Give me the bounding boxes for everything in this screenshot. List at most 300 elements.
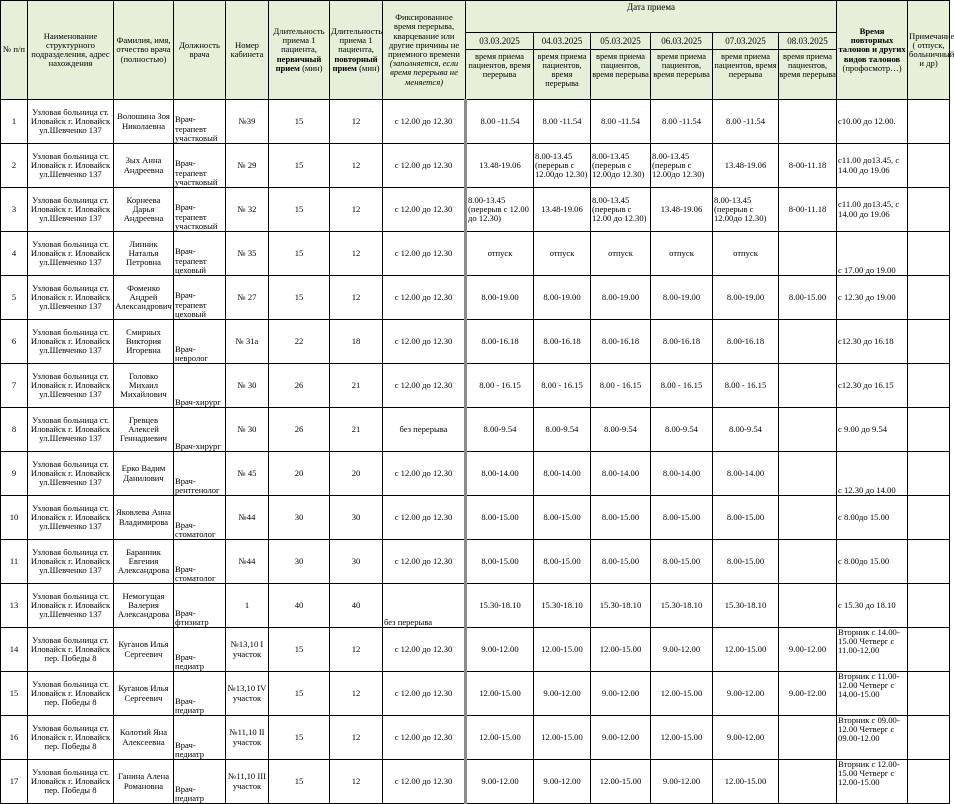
row-repeat-time: с 17.00 до 19.00: [837, 232, 908, 276]
row-position: Врач-хирург: [174, 408, 226, 452]
row-unit: Узловая больница ст. Иловайск г. Иловайск ул.Шевченко 137: [28, 276, 114, 320]
row-num: 7: [1, 364, 28, 408]
row-cabinet: №11,10 II участок: [226, 716, 269, 760]
row-repeat: 40: [330, 584, 383, 628]
row-repeat-time: с11.00 до13.45, с 14.00 до 19.06: [837, 144, 908, 188]
row-fio: Смирных Виктория Игоревна: [114, 320, 174, 364]
row-date-5: [779, 408, 837, 452]
row-repeat: 20: [330, 452, 383, 496]
table-row: [1, 584, 950, 628]
row-position: Врач-невролог: [174, 320, 226, 364]
row-date-4: 8.00-19.00: [713, 276, 779, 320]
row-date-4: 8.00-15.00: [713, 540, 779, 584]
row-repeat-time: с 15.30 до 18.10: [837, 584, 908, 628]
row-date-1: 15.30-18.10: [534, 584, 591, 628]
table-row: [1, 452, 950, 496]
row-date-2: 8.00-13.45 (перерыв с 12.00до 12.30): [591, 144, 651, 188]
row-num: 6: [1, 320, 28, 364]
row-num: 11: [1, 540, 28, 584]
row-num: 1: [1, 100, 28, 144]
table-row: [1, 144, 950, 188]
row-break: с 12.00 до 12.30: [383, 716, 466, 760]
row-cabinet: № 32: [226, 188, 269, 232]
row-note: [908, 188, 950, 232]
row-date-5: [779, 452, 837, 496]
row-primary: 22: [269, 320, 330, 364]
row-date-4: 13.48-19.06: [713, 144, 779, 188]
row-date-0: 8.00-9.54: [466, 408, 534, 452]
header-fio: Фамилия, имя, отчество врача (полностью): [114, 1, 174, 100]
row-position: Врач-терапевт участковый: [174, 100, 226, 144]
row-fio: Ерко Вадим Данилович: [114, 452, 174, 496]
row-date-2: 15.30-18.10: [591, 584, 651, 628]
row-position: Врач-стоматолог: [174, 540, 226, 584]
row-fio: Зых Анна Андреевна: [114, 144, 174, 188]
row-primary: 15: [269, 760, 330, 804]
date-label: 05.03.2025: [591, 33, 650, 50]
row-repeat: 18: [330, 320, 383, 364]
row-date-2: 8.00 - 16.15: [591, 364, 651, 408]
table-row: [1, 408, 950, 452]
row-repeat-time: с11.00 до13.45, с 14.00 до 19.06: [837, 188, 908, 232]
row-position: Врач-педиатр: [174, 760, 226, 804]
row-repeat: 21: [330, 364, 383, 408]
header-repeat-duration: [330, 1, 383, 100]
date-subheader: время приема пациентов, время перерыва: [779, 52, 836, 79]
date-label: 04.03.2025: [534, 33, 590, 50]
row-date-3: 8.00-15.00: [651, 496, 713, 540]
row-break: с 12.00 до 12.30: [383, 100, 466, 144]
row-date-1: 9.00-12.00: [534, 672, 591, 716]
row-date-3: 8.00-13.45 (перерыв с 12.00до 12.30): [651, 144, 713, 188]
header-num: № п/п: [1, 1, 28, 100]
row-date-3: 9.00-12.00: [651, 628, 713, 672]
row-date-5: [779, 496, 837, 540]
row-date-0: 9.00-12.00: [466, 760, 534, 804]
row-repeat: 12: [330, 672, 383, 716]
row-date-4: 9.00-12.00: [713, 716, 779, 760]
row-date-0: 8.00 - 16.15: [466, 364, 534, 408]
row-date-5: 9.00-12.00: [779, 628, 837, 672]
row-unit: Узловая больница ст. Иловайск г. Иловайск пер. Победы 8: [28, 628, 114, 672]
row-num: 14: [1, 628, 28, 672]
row-primary: 15: [269, 672, 330, 716]
row-cabinet: №13,10 IV участок: [226, 672, 269, 716]
row-date-3: 8.00 - 16.15: [651, 364, 713, 408]
row-note: [908, 452, 950, 496]
row-date-4: 8.00-13.45 (перерыв с 12.00до 12.30): [713, 188, 779, 232]
row-primary: 30: [269, 540, 330, 584]
header-dates-group: Дата приема: [466, 1, 837, 33]
row-date-3: 8.00-14.00: [651, 452, 713, 496]
row-note: [908, 144, 950, 188]
row-date-4: 8.00 - 16.15: [713, 364, 779, 408]
row-cabinet: №11,10 III участок: [226, 760, 269, 804]
row-num: 5: [1, 276, 28, 320]
row-date-4: 12.00-15.00: [713, 628, 779, 672]
row-date-0: отпуск: [466, 232, 534, 276]
row-num: 8: [1, 408, 28, 452]
row-repeat: 12: [330, 100, 383, 144]
row-date-5: 8.00-15.00: [779, 276, 837, 320]
row-date-2: 8.00-16.18: [591, 320, 651, 364]
row-num: 2: [1, 144, 28, 188]
row-date-4: 8.00-9.54: [713, 408, 779, 452]
row-date-2: 8.00-14.00: [591, 452, 651, 496]
row-cabinet: №44: [226, 540, 269, 584]
row-date-3: 8.00-9.54: [651, 408, 713, 452]
row-date-5: 9.00-12.00: [779, 672, 837, 716]
row-date-4: 8.00-16.18: [713, 320, 779, 364]
row-repeat: 12: [330, 276, 383, 320]
row-break: без перерыва: [383, 584, 466, 628]
row-date-2: 8.00-15.00: [591, 540, 651, 584]
row-unit: Узловая больница ст. Иловайск г. Иловайск ул.Шевченко 137: [28, 188, 114, 232]
row-fio: Куганов Илья Сергеевич: [114, 628, 174, 672]
table-row: [1, 496, 950, 540]
row-primary: 15: [269, 276, 330, 320]
header-row-1: [1, 1, 950, 33]
row-date-2: 8.00 -11.54: [591, 100, 651, 144]
row-date-2: 9.00-12.00: [591, 716, 651, 760]
row-unit: Узловая больница ст. Иловайск г. Иловайск ул.Шевченко 137: [28, 408, 114, 452]
row-date-5: 8-00-11.18: [779, 144, 837, 188]
row-date-3: 8.00-19.00: [651, 276, 713, 320]
row-break: с 12.00 до 12.30: [383, 320, 466, 364]
row-primary: 15: [269, 144, 330, 188]
row-repeat: 12: [330, 144, 383, 188]
row-repeat: 30: [330, 540, 383, 584]
row-date-1: 12.00-15.00: [534, 628, 591, 672]
row-unit: Узловая больница ст. Иловайск г. Иловайск ул.Шевченко 137: [28, 452, 114, 496]
header-repeat-time-note: (профосмотр…): [842, 62, 902, 73]
table-row: [1, 232, 950, 276]
header-cabinet: Номер кабинета: [226, 1, 269, 100]
row-date-4: отпуск: [713, 232, 779, 276]
table-row: [1, 364, 950, 408]
row-date-1: 9.00-12.00: [534, 760, 591, 804]
row-break: с 12.00 до 12.30: [383, 672, 466, 716]
row-num: 13: [1, 584, 28, 628]
table-row: [1, 760, 950, 804]
row-fio: Яковлева Анна Владимирова: [114, 496, 174, 540]
row-date-4: 8.00-14.00: [713, 452, 779, 496]
row-position: Врач-терапевт цеховый: [174, 276, 226, 320]
row-fio: Фоменко Андрей Александрович: [114, 276, 174, 320]
row-note: [908, 584, 950, 628]
row-date-0: 12.00-15.00: [466, 716, 534, 760]
row-cabinet: № 30: [226, 364, 269, 408]
row-repeat-time: Вторник с 09.00-12.00 Четверг с 09.00-12.00: [837, 716, 908, 760]
header-primary-duration: [269, 1, 330, 100]
row-date-4: 9.00-12.00: [713, 672, 779, 716]
header-date-4: [713, 33, 779, 100]
header-repeat-time: [837, 1, 908, 100]
row-date-1: 8.00-15.00: [534, 496, 591, 540]
row-unit: Узловая больница ст. Иловайск г. Иловайск ул.Шевченко 137: [28, 540, 114, 584]
row-date-1: отпуск: [534, 232, 591, 276]
row-unit: Узловая больница ст. Иловайск г. Иловайск ул.Шевченко 137: [28, 100, 114, 144]
row-date-0: 8.00-15.00: [466, 496, 534, 540]
header-date-5: [779, 33, 837, 100]
row-date-3: 8.00-15.00: [651, 540, 713, 584]
row-note: [908, 628, 950, 672]
row-date-5: [779, 716, 837, 760]
row-date-3: 15.30-18.10: [651, 584, 713, 628]
row-unit: Узловая больница ст. Иловайск г. Иловайск ул.Шевченко 137: [28, 584, 114, 628]
header-date-1: [534, 33, 591, 100]
row-date-5: [779, 100, 837, 144]
row-break: с 12.00 до 12.30: [383, 144, 466, 188]
row-date-2: 12.00-15.00: [591, 760, 651, 804]
date-subheader: время приема пациентов, время перерыва: [714, 52, 777, 79]
date-label: 08.03.2025: [779, 33, 836, 50]
date-subheader: время приема пациентов, время перерыва: [592, 52, 649, 79]
header-repeat-time-bold: Время повторных талонов и других видов талонов: [838, 26, 906, 64]
row-date-0: 8.00-16.18: [466, 320, 534, 364]
row-note: [908, 716, 950, 760]
row-date-3: 13.48-19.06: [651, 188, 713, 232]
row-fio: Ганина Алена Романовна: [114, 760, 174, 804]
row-cabinet: № 27: [226, 276, 269, 320]
row-date-5: [779, 540, 837, 584]
row-date-5: [779, 584, 837, 628]
row-repeat-time: Вторник с 14.00-15.00 Четверг с 11.00-12.00: [837, 628, 908, 672]
row-repeat: 12: [330, 760, 383, 804]
header-repeat-bold: повторный прием: [332, 53, 378, 73]
row-date-1: 8.00-16.18: [534, 320, 591, 364]
row-date-0: 15.30-18.10: [466, 584, 534, 628]
header-break-note: (заполняется, если время перерыва не меняется): [389, 58, 459, 87]
row-position: Врач-терапевт участковый: [174, 188, 226, 232]
row-date-5: [779, 760, 837, 804]
row-unit: Узловая больница ст. Иловайск г. Иловайск пер. Победы 8: [28, 716, 114, 760]
row-unit: Узловая больница ст. Иловайск г. Иловайск ул.Шевченко 137: [28, 232, 114, 276]
header-date-0: [466, 33, 534, 100]
row-cabinet: № 35: [226, 232, 269, 276]
row-position: Врач-педиатр: [174, 672, 226, 716]
row-date-3: 8.00 -11.54: [651, 100, 713, 144]
row-repeat-time: с 8.00до 15.00: [837, 540, 908, 584]
row-cabinet: № 29: [226, 144, 269, 188]
row-repeat-time: Вторник с 11.00-12.00 Четверг с 14.00-15.00: [837, 672, 908, 716]
row-date-4: 8.00 -11.54: [713, 100, 779, 144]
row-num: 4: [1, 232, 28, 276]
table-row: [1, 628, 950, 672]
row-date-1: 13.48-19.06: [534, 188, 591, 232]
row-repeat: 12: [330, 188, 383, 232]
row-date-0: 8.00-13.45 (перерыв с 12.00 до 12.30): [466, 188, 534, 232]
row-num: 15: [1, 672, 28, 716]
row-date-4: 15.30-18.10: [713, 584, 779, 628]
row-date-2: 9.00-12.00: [591, 672, 651, 716]
row-note: [908, 496, 950, 540]
row-fio: Колотий Яна Алексеевна: [114, 716, 174, 760]
table-row: [1, 100, 950, 144]
header-unit: Наименование структурного подразделения, адрес нахождения: [28, 1, 114, 100]
row-unit: Узловая больница ст. Иловайск г. Иловайск пер. Победы 8: [28, 760, 114, 804]
row-note: [908, 540, 950, 584]
row-fio: Гревцев Алексей Геннадиевич: [114, 408, 174, 452]
header-repeat-pre: Длительность приема 1 пациента,: [331, 26, 383, 55]
row-date-0: 8.00-14.00: [466, 452, 534, 496]
row-position: Врач-фтизиатр: [174, 584, 226, 628]
row-fio: Волошина Зоя Николаевна: [114, 100, 174, 144]
row-date-1: 8.00-13.45 (перерыв с 12.00до 12.30): [534, 144, 591, 188]
row-position: Врач-терапевт цеховый: [174, 232, 226, 276]
row-cabinet: №13,10 I участок: [226, 628, 269, 672]
row-repeat-time: с 12.30 до 14.00: [837, 452, 908, 496]
row-date-4: 12.00-15.00: [713, 760, 779, 804]
row-cabinet: № 45: [226, 452, 269, 496]
row-date-2: 8.00-9.54: [591, 408, 651, 452]
row-note: [908, 408, 950, 452]
header-notes: Примечание ( отпуск, больничный и др): [908, 1, 950, 100]
header-break: [383, 1, 466, 100]
row-cabinet: №44: [226, 496, 269, 540]
row-unit: Узловая больница ст. Иловайск г. Иловайск ул.Шевченко 137: [28, 496, 114, 540]
row-fio: Головко Михаил Михайлович: [114, 364, 174, 408]
row-position: Врач-терапевт участковый: [174, 144, 226, 188]
row-note: [908, 276, 950, 320]
row-date-0: 12.00-15.00: [466, 672, 534, 716]
row-cabinet: 1: [226, 584, 269, 628]
row-date-2: 8.00-13.45 (перерыв с 12.00 до 12.30): [591, 188, 651, 232]
row-break: с 12.00 до 12.30: [383, 452, 466, 496]
row-break: без перерыва: [383, 408, 466, 452]
row-date-3: 9.00-12.00: [651, 760, 713, 804]
row-unit: Узловая больница ст. Иловайск г. Иловайск ул.Шевченко 137: [28, 320, 114, 364]
row-num: 3: [1, 188, 28, 232]
row-primary: 15: [269, 232, 330, 276]
row-position: Врач-рентгенолог: [174, 452, 226, 496]
date-subheader: время приема пациентов, время перерыва: [468, 52, 531, 79]
table-row: [1, 276, 950, 320]
row-date-3: 12.00-15.00: [651, 716, 713, 760]
row-position: Врач-педиатр: [174, 716, 226, 760]
row-date-2: 8.00-19.00: [591, 276, 651, 320]
row-date-0: 8.00-19.00: [466, 276, 534, 320]
table-row: [1, 716, 950, 760]
date-label: 06.03.2025: [651, 33, 712, 50]
row-primary: 26: [269, 408, 330, 452]
date-subheader: время приема пациентов, время перерыва: [537, 52, 587, 88]
row-date-0: 8.00-15.00: [466, 540, 534, 584]
table-row: [1, 672, 950, 716]
row-primary: 26: [269, 364, 330, 408]
row-repeat: 12: [330, 628, 383, 672]
row-repeat: 12: [330, 716, 383, 760]
row-primary: 40: [269, 584, 330, 628]
row-num: 17: [1, 760, 28, 804]
row-num: 16: [1, 716, 28, 760]
row-break: с 12.00 до 12.30: [383, 628, 466, 672]
row-repeat-time: с 9.00 до 9.54: [837, 408, 908, 452]
table-row: [1, 540, 950, 584]
row-position: Врач-стоматолог: [174, 496, 226, 540]
row-date-1: 8.00-14.00: [534, 452, 591, 496]
row-break: с 12.00 до 12.30: [383, 540, 466, 584]
table-row: [1, 188, 950, 232]
row-cabinet: № 31а: [226, 320, 269, 364]
row-unit: Узловая больница ст. Иловайск г. Иловайск пер. Победы 8: [28, 672, 114, 716]
row-note: [908, 672, 950, 716]
row-break: с 12.00 до 12.30: [383, 232, 466, 276]
row-primary: 30: [269, 496, 330, 540]
row-repeat: 21: [330, 408, 383, 452]
header-date-2: [591, 33, 651, 100]
row-date-5: [779, 320, 837, 364]
header-primary-pre: Длительность приема 1 пациента,: [273, 26, 325, 55]
row-fio: Куганов Илья Сергеевич: [114, 672, 174, 716]
header-repeat-post: (мин): [356, 62, 380, 73]
row-date-3: отпуск: [651, 232, 713, 276]
row-note: [908, 320, 950, 364]
row-note: [908, 364, 950, 408]
header-position: Должность врача: [174, 1, 226, 100]
row-repeat-time: с12.30 до 16.15: [837, 364, 908, 408]
header-primary-post: (мин): [299, 62, 323, 73]
row-fio: Немогущая Валерия Александрова: [114, 584, 174, 628]
header-break-main: Фиксированное время перерыва, кварцевание или другие причины не приемного времени: [387, 12, 461, 59]
row-num: 9: [1, 452, 28, 496]
row-date-1: 8.00 -11.54: [534, 100, 591, 144]
row-break: с 12.00 до 12.30: [383, 496, 466, 540]
row-break: с 12.00 до 12.30: [383, 760, 466, 804]
row-primary: 15: [269, 716, 330, 760]
row-repeat: 12: [330, 232, 383, 276]
row-note: [908, 100, 950, 144]
row-date-2: 12.00-15.00: [591, 628, 651, 672]
header-primary-bold: первичный прием: [275, 53, 322, 73]
row-primary: 15: [269, 188, 330, 232]
row-date-0: 8.00 -11.54: [466, 100, 534, 144]
row-date-1: 12.00-15.00: [534, 716, 591, 760]
row-note: [908, 760, 950, 804]
row-repeat-time: Вторник с 12.00-15.00 Четверг с 12.00-15.00: [837, 760, 908, 804]
row-break: с 12.00 до 12.30: [383, 364, 466, 408]
row-repeat: 30: [330, 496, 383, 540]
row-date-5: [779, 232, 837, 276]
row-fio: Корнеева Дарья Андреевна: [114, 188, 174, 232]
row-fio: Баранник Евгения Александрова: [114, 540, 174, 584]
row-unit: Узловая больница ст. Иловайск г. Иловайск ул.Шевченко 137: [28, 144, 114, 188]
row-note: [908, 232, 950, 276]
row-primary: 15: [269, 100, 330, 144]
row-primary: 20: [269, 452, 330, 496]
row-unit: Узловая больница ст. Иловайск г. Иловайск ул.Шевченко 137: [28, 364, 114, 408]
row-repeat-time: с 12.30 до 19.00: [837, 276, 908, 320]
row-date-2: 8.00-15.00: [591, 496, 651, 540]
row-date-0: 13.48-19.06: [466, 144, 534, 188]
row-date-3: 12.00-15.00: [651, 672, 713, 716]
row-date-1: 8.00-19.00: [534, 276, 591, 320]
table-row: [1, 320, 950, 364]
header-date-3: [651, 33, 713, 100]
row-cabinet: №39: [226, 100, 269, 144]
row-date-1: 8.00-15.00: [534, 540, 591, 584]
row-position: Врач-педиатр: [174, 628, 226, 672]
row-position: Врач-хирург: [174, 364, 226, 408]
row-primary: 15: [269, 628, 330, 672]
row-date-0: 9.00-12.00: [466, 628, 534, 672]
row-break: с 12.00 до 12.30: [383, 188, 466, 232]
row-break: с 12.00 до 12.30: [383, 276, 466, 320]
row-date-2: отпуск: [591, 232, 651, 276]
row-date-3: 8.00-16.18: [651, 320, 713, 364]
row-date-5: 8-00-11.18: [779, 188, 837, 232]
row-fio: Линник Наталья Петровна: [114, 232, 174, 276]
